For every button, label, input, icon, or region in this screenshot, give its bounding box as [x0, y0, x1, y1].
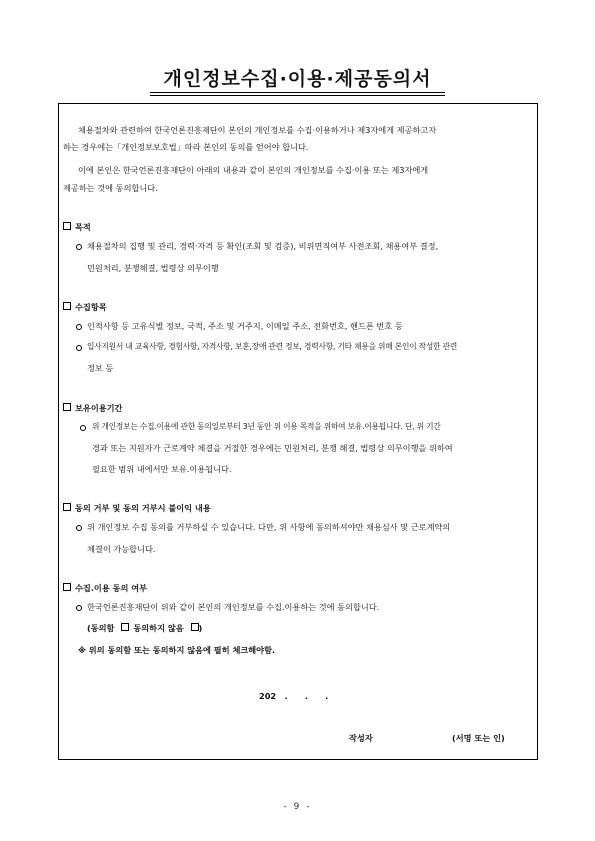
title-underline-bottom: [150, 95, 445, 96]
consent-choice-row: (동의함 동의하지 않음 ): [87, 623, 203, 633]
items-bullet-2-line-2: 정보 등: [87, 363, 114, 373]
intro-line-2: 하는 경우에는「개인정보보호법」따라 본인의 동의를 얻어야 합니다.: [63, 142, 309, 152]
intro-line-1: 채용절차와 관련하여 한국언론진흥재단이 본인의 개인정보를 수집·이용하거나 제3자에게 제공하고자: [78, 125, 437, 135]
bullet-circle-icon: [76, 605, 82, 611]
page-title: 개인정보수집·이용·제공동의서: [163, 68, 432, 90]
intro-line-3: 이에 본인은 한국언론진흥재단이 아래의 내용과 같이 본인의 개인정보를 수집·이용 또는 제3자에게: [78, 165, 429, 175]
disagree-label: 동의하지 않음: [133, 623, 184, 633]
section-heading-purpose: 목적: [63, 221, 91, 233]
checkbox-square-icon: [63, 302, 71, 310]
agree-checkbox[interactable]: [121, 623, 129, 631]
section-heading-refusal: 동의 거부 및 동의 거부시 불이익 내용: [63, 502, 211, 514]
bullet-circle-icon: [76, 525, 82, 531]
signature-label: (서명 또는 인): [452, 733, 505, 743]
section-heading-retention: 보유이용기간: [63, 402, 122, 414]
section-heading-consent: 수집.이용 동의 여부: [63, 582, 147, 594]
items-bullet-1: 인적사항 등 고유식별 정보, 국적, 주소 및 거주지, 이메일 주소, 전화번호, 핸드폰 번호 등: [87, 321, 403, 331]
bullet-circle-icon: [76, 324, 82, 330]
retention-line-1: 위 개인정보는 수집.이용에 관한 동의일로부터 3년 동안 위 이용 목적을 위하여 보유.이용됩니다. 단, 위 기간: [92, 422, 441, 431]
consent-note: ※ 위의 동의함 또는 동의하지 않음에 필히 체크해야함.: [78, 645, 276, 655]
purpose-line-2: 민원처리, 분쟁해결, 법령상 의무이행: [87, 263, 219, 273]
consent-line-1: 한국언론진흥재단이 위와 같이 본인의 개인정보를 수집.이용하는 것에 동의합니다.: [87, 602, 380, 612]
bullet-circle-icon: [76, 345, 82, 351]
agree-label: (동의함: [87, 623, 115, 633]
disagree-checkbox[interactable]: [191, 623, 199, 631]
items-bullet-2-line-1: 입사지원서 내 교육사항, 경험사항, 자격사항, 보훈,장애 관련 정보, 경력사항, 기타 채용을 위해 본인이 작성한 관련: [87, 342, 458, 351]
intro-line-4: 제공하는 것에 동의합니다.: [63, 183, 158, 193]
checkbox-square-icon: [63, 583, 71, 591]
checkbox-square-icon: [63, 403, 71, 411]
bullet-circle-icon: [76, 244, 82, 250]
checkbox-square-icon: [63, 503, 71, 511]
retention-line-2: 경과 또는 지원자가 근로계약 체결을 거절한 경우에는 민원처리, 분쟁 해결, 법령상 의무이행을 위하여: [92, 443, 453, 453]
author-label: 작성자: [349, 733, 373, 743]
retention-line-3: 필요한 범위 내에서만 보유.이용됩니다.: [92, 464, 232, 474]
refusal-line-1: 위 개인정보 수집 동의를 거부하실 수 있습니다. 다만, 위 사항에 동의하셔야만 채용심사 및 근로계약의: [87, 522, 451, 532]
date-field[interactable]: 202 . . .: [259, 691, 329, 701]
bullet-circle-icon: [80, 425, 86, 431]
page-number: - 9 -: [283, 802, 312, 812]
title-underline-top: [150, 92, 445, 93]
section-heading-items: 수집항목: [63, 301, 107, 313]
refusal-line-2: 체결이 가능합니다.: [87, 544, 156, 554]
purpose-line-1: 채용절차의 집행 및 관리, 경력·자격 등 확인(조회 및 검증), 비위면직여부 사전조회, 채용여부 결정,: [87, 241, 439, 251]
checkbox-square-icon: [63, 222, 71, 230]
